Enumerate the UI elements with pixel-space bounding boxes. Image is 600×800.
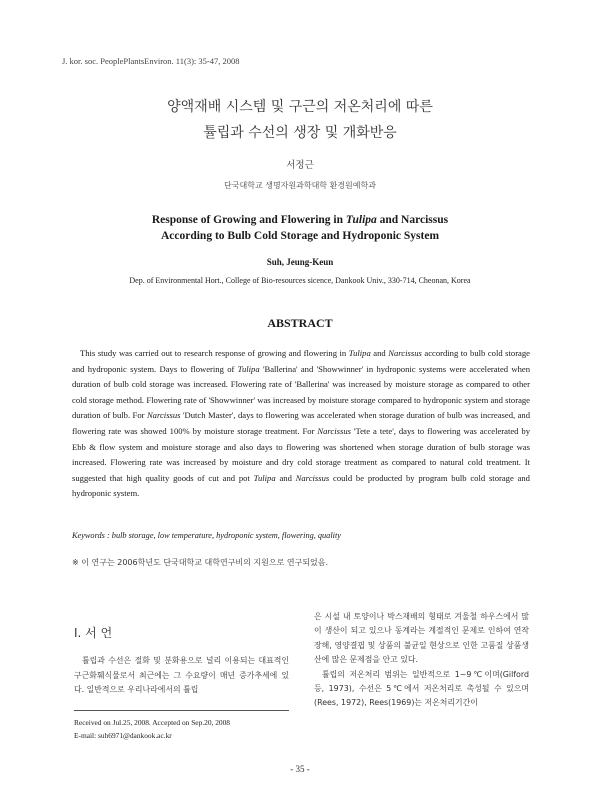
email-footnote: E-mail: suh6971@dankook.ac.kr bbox=[74, 731, 172, 740]
journal-header: J. kor. soc. PeoplePlantsEnviron. 11(3): 35-47, 2008 bbox=[62, 56, 240, 66]
abstract-italic-narcissus: Narcissus bbox=[295, 472, 330, 483]
abstract-text: and bbox=[275, 472, 296, 483]
abstract-italic-narcissus: Narcissus bbox=[146, 410, 181, 421]
abstract-italic-narcissus: Narcissus bbox=[317, 425, 351, 436]
abstract-italic-tulipa: Tulipa bbox=[237, 363, 260, 374]
abstract-text: could be producted by program bulb cold storage and hydroponic system. bbox=[72, 472, 530, 499]
korean-title-line1: 양액재배 시스템 및 구근의 저온처리에 따른 bbox=[167, 99, 433, 115]
abstract-heading: ABSTRACT bbox=[267, 316, 333, 330]
english-title-line2: According to Bulb Cold Storage and Hydroponic System bbox=[160, 230, 440, 242]
english-title-line1 bbox=[0, 214, 600, 226]
introduction-right-column bbox=[314, 610, 529, 711]
abstract-body bbox=[72, 346, 530, 502]
english-title-post: and Narcissus bbox=[376, 214, 449, 226]
affiliation-english: Dep. of Environmental Hort., College of Bio-resources sicence, Dankook Univ., 330-714, Cheonan, Korea bbox=[129, 276, 471, 285]
abstract-italic-narcissus: Narcissus bbox=[388, 348, 422, 358]
abstract-text: according to bulb cold storage and hydroponic system. Days to flowering of bbox=[72, 348, 530, 374]
abstract-text: and bbox=[370, 348, 389, 358]
received-date-footnote: Received on Jul.25, 2008. Accepted on Sep.20, 2008 bbox=[74, 718, 230, 727]
abstract-italic-tulipa: Tulipa bbox=[253, 472, 276, 483]
abstract-text: 'Dutch Master', days to flowering was accelerated when storage duration of bulb was increased, and flowering rate was showed 100% by moisture storage treatment. For bbox=[72, 410, 530, 436]
funding-note: ※ 이 연구는 2006학년도 단국대학교 대학연구비의 지원으로 연구되었음. bbox=[72, 558, 329, 567]
english-title-tulipa: Tulipa bbox=[345, 214, 377, 226]
abstract-italic-tulipa: Tulipa bbox=[348, 348, 371, 358]
intro-right-paragraph-1: 은 시설 내 토양이나 박스재배의 형태로 겨울철 하우스에서 많이 생산이 되고 있으나 동계라는 계절적인 문제로 인하여 연작장해, 영양결핍 및 상품의 불균일 현상으로 인한 고품질 상품생산에 많은 문제점을 안고 있다. bbox=[314, 612, 529, 665]
keywords: Keywords : bulb storage, low temperature, hydroponic system, flowering, quality bbox=[72, 531, 341, 540]
abstract-text: This study was carried out to research response of growing and flowering in bbox=[80, 348, 349, 358]
intro-right-paragraph-2: 튤립의 저온처리 범위는 일반적으로 1~9℃이며(Gilford 등, 1973), 수선은 5℃에서 저온처리로 촉성될 수 있으며(Rees, 1972), Rees(1969)는 저온처리기간이 bbox=[314, 669, 529, 708]
footnote-divider bbox=[74, 710, 289, 711]
abstract-text: 'Tete a tete', days to flowering was accelerated by Ebb & flow system and moisture storage and also days to flowering was shortened when storage duration of bulb storage was increased. Flowering rate was increased by moisture and dry cold storage treatment as compared to natural cold treatment. It suggested that high quality goods of cut and pot bbox=[72, 425, 530, 483]
author-korean: 서정근 bbox=[286, 160, 314, 171]
section-heading-introduction: I. 서 언 bbox=[74, 626, 113, 640]
affiliation-korean: 단국대학교 생명자원과학대학 환경원예학과 bbox=[224, 181, 376, 190]
korean-title-line2: 튤립과 수선의 생장 및 개화반응 bbox=[203, 125, 397, 141]
author-english: Suh, Jeung-Keun bbox=[266, 257, 334, 267]
english-title-pre: Response of Growing and Flowering in bbox=[151, 214, 346, 226]
abstract-text: 'Ballerina' and 'Showwinner' in hydroponic systems were accelerated when duration of bulb cold storage was increased. Flowering rate of 'Ballerina' was increased by moisture storage as compared to other cold storage method. Flowering rate of 'Showwinner' was increased by moisture storage compared to hydroponic system and storage duration of bulb. For bbox=[72, 363, 530, 421]
introduction-left-column: 튤립과 수선은 절화 및 분화용으로 널리 이용되는 대표적인 구근화훼식물로서 최근에는 그 수요량이 매년 증가추세에 있다. 일반적으로 우리나라에서의 튤립 bbox=[74, 656, 289, 694]
page-number: - 35 - bbox=[290, 764, 310, 774]
